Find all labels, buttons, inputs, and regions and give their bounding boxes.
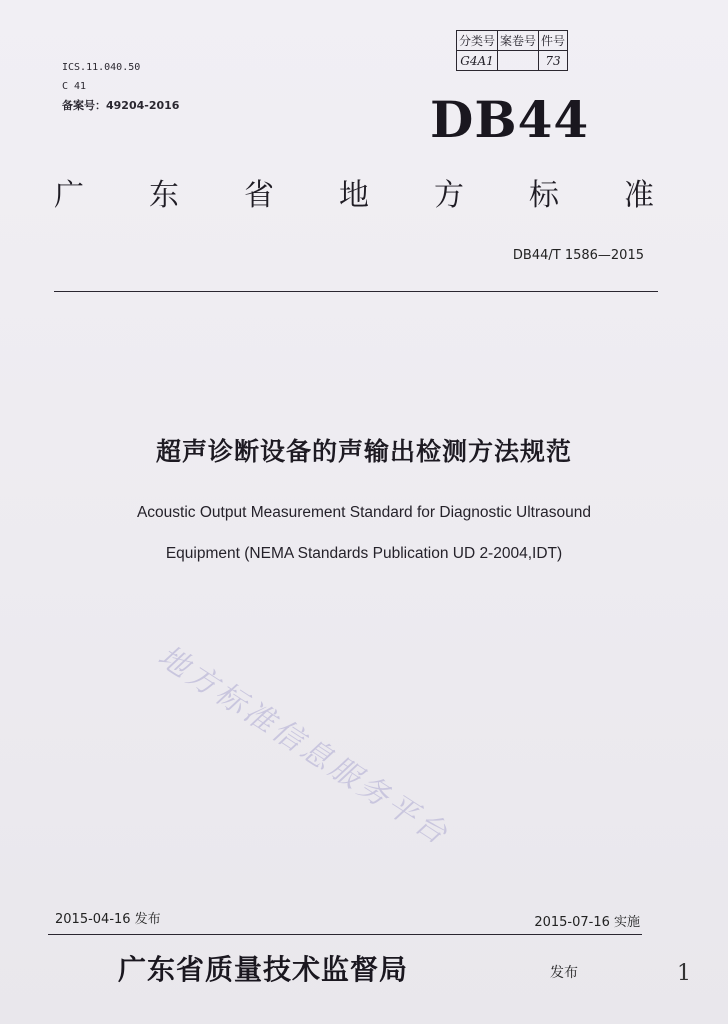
title-english-line-2: Equipment (NEMA Standards Publication UD 2-2004,IDT) [165, 545, 563, 562]
standard-number: DB44/T 1586—2015 [512, 248, 644, 263]
watermark-text: 地方标准信息服务平台 [151, 638, 456, 854]
standard-type-char: 省 [244, 178, 274, 213]
standard-type-char: 广 [54, 178, 84, 213]
ccs-code: C 41 [62, 81, 87, 92]
issuing-authority: 广东省质量技术监督局 [118, 953, 409, 986]
stamp-value-category: G4A1 [457, 51, 498, 71]
standard-type-char: 东 [149, 178, 179, 213]
standard-type-char: 地 [339, 178, 369, 213]
title-chinese: 超声诊断设备的声输出检测方法规范 [155, 437, 572, 466]
page-number: 1 [677, 961, 691, 986]
top-divider [54, 291, 658, 292]
bottom-divider [48, 934, 642, 935]
standard-code: DB44 [430, 90, 590, 149]
standard-type-heading [54, 170, 654, 214]
standard-type-char: 标 [529, 178, 559, 213]
classification-meta [62, 58, 179, 115]
issue-date: 2015-04-16 发布 [55, 912, 161, 927]
stamp-value-volume [498, 51, 539, 71]
stamp-header-item: 件号 [539, 31, 568, 51]
standard-type-char: 准 [624, 178, 654, 213]
stamp-header-category: 分类号 [457, 31, 498, 51]
archive-stamp-table [456, 30, 568, 71]
stamp-header-volume: 案卷号 [498, 31, 539, 51]
implementation-date: 2015-07-16 实施 [534, 915, 640, 930]
standard-type-char: 方 [434, 178, 464, 213]
issuer-suffix: 发布 [550, 965, 578, 981]
ics-code: ICS.11.040.50 [62, 62, 141, 73]
filing-number: 备案号：49204-2016 [62, 99, 180, 112]
title-english-line-1: Acoustic Output Measurement Standard for Diagnostic Ultrasound [136, 504, 592, 521]
stamp-value-item: 73 [539, 51, 568, 71]
